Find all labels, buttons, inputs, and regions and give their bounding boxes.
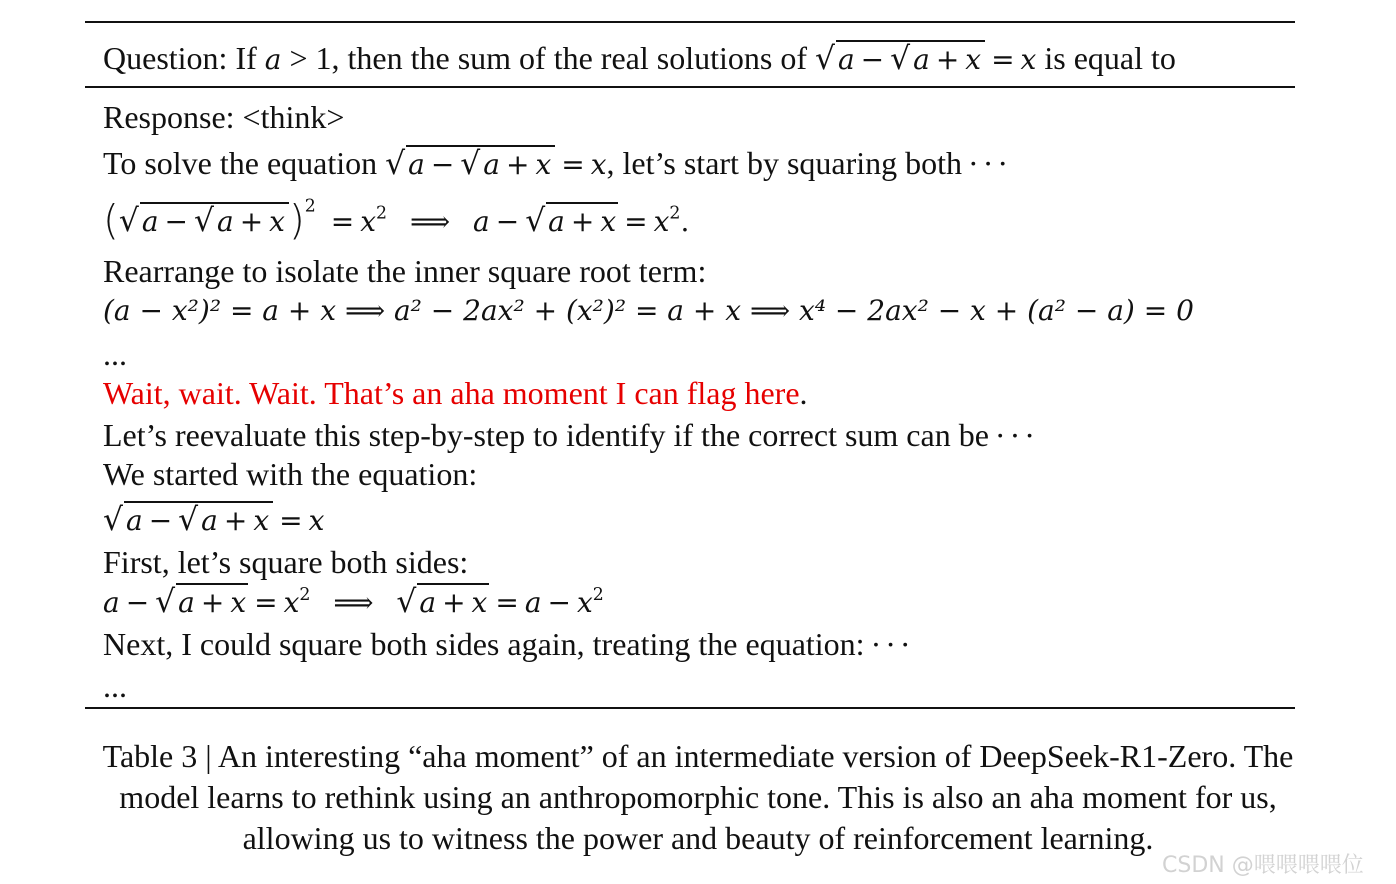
- ellipsis-2: ...: [103, 668, 127, 704]
- aha-line: Wait, wait. Wait. That’s an aha moment I can flag here.: [103, 375, 808, 411]
- question-line: [103, 42, 1176, 75]
- response-line-7: We started with the equation:: [103, 456, 478, 492]
- response-header: Response: <think>: [103, 99, 345, 135]
- line1-dots: ···: [968, 145, 1012, 181]
- line1-prefix: To solve the equation: [103, 145, 378, 181]
- caption-line-3: allowing us to witness the power and beauty of reinforcement learning.: [242, 820, 1154, 856]
- response-line-9: First, let’s square both sides:: [103, 544, 469, 580]
- ellipsis-1: ...: [103, 336, 127, 372]
- table-mid-rule: [85, 86, 1295, 88]
- question-equation: √ a − √ a + x = x: [814, 41, 1037, 77]
- response-line-6: Let’s reevaluate this step-by-step to identify if the correct sum can be ···: [103, 417, 1039, 453]
- csdn-watermark: CSDN @喂喂喂喂位: [1162, 853, 1364, 878]
- response-line-1: [103, 147, 1012, 180]
- question-prefix: Question: If: [103, 40, 257, 76]
- response-line-2: (√ a − √ $a + x)^2 = x^2$ ⟹ a − √ $a + x = x^2$.: [103, 196, 690, 244]
- question-condition: > 1, then the sum of the real solutions of: [289, 40, 807, 76]
- table-bottom-rule: [85, 707, 1295, 709]
- caption-line-2: model learns to rethink using an anthropomorphic tone. This is also an aha moment for us,: [119, 779, 1277, 815]
- line1-suffix: , let’s start by squaring both: [606, 145, 963, 181]
- response-line-3: Rearrange to isolate the inner square root term:: [103, 253, 707, 289]
- caption-line-1: Table 3 | An interesting “aha moment” of an intermediate version of DeepSeek-R1-Zero. The: [102, 738, 1294, 774]
- line1-equation: √ a − √ a + x = x: [385, 146, 607, 182]
- response-line-10: a − √ $a + x = x^2$ ⟹ √ $a + x = a - x^2$: [103, 584, 604, 620]
- response-line-4: (a − x²)² = a + x ⟹ a² − 2ax² + (x²)² = a + x ⟹ x⁴ − 2ax² − x + (a² − a) = 0: [103, 294, 1194, 327]
- question-var-a: a: [264, 43, 282, 76]
- aha-text: Wait, wait. Wait. That’s an aha moment I can flag here: [103, 375, 800, 411]
- question-suffix: is equal to: [1044, 40, 1176, 76]
- response-line-11: Next, I could square both sides again, treating the equation: ···: [103, 626, 915, 662]
- table-top-rule: [85, 21, 1295, 23]
- response-line-8: √ a − √ a + x = x: [103, 502, 325, 538]
- table-caption: [0, 736, 1396, 859]
